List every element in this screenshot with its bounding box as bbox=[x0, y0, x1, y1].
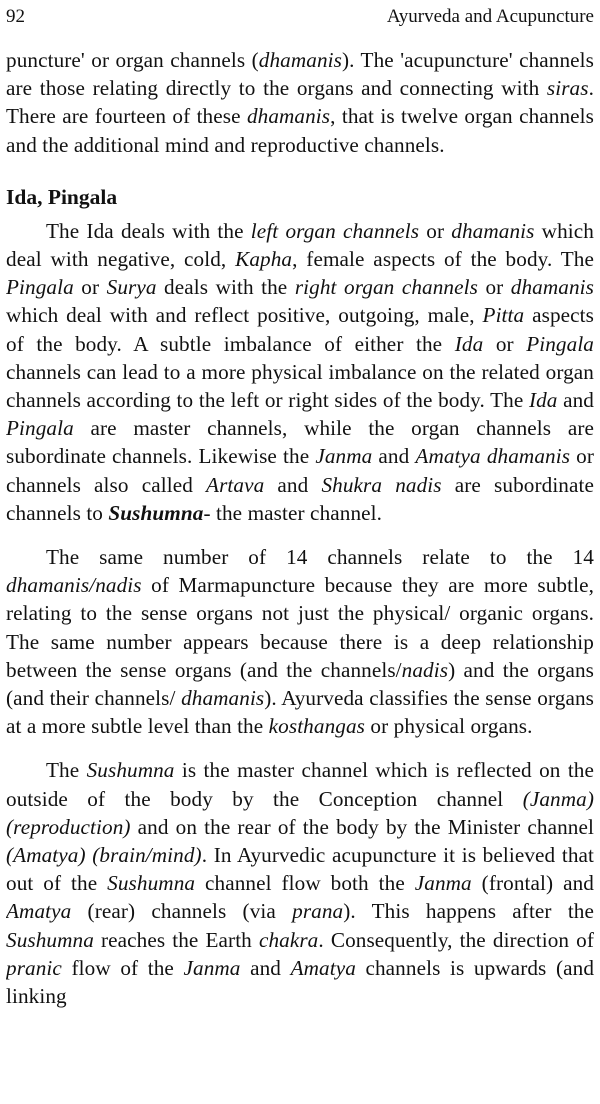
emphasis-run: right organ channels bbox=[294, 275, 478, 300]
text-run: and on the rear of the body by the Minister channel bbox=[130, 814, 594, 839]
paragraph-sushumna bbox=[6, 756, 594, 1010]
text-run: deals with the bbox=[156, 275, 295, 300]
text-run: are master channels, while the organ channels are subordinate channels. Likewise the bbox=[6, 416, 594, 469]
page-number: 92 bbox=[6, 6, 25, 27]
emphasis-run: Pitta bbox=[482, 303, 525, 328]
text-run: (rear) channels (via bbox=[71, 899, 293, 924]
text-run: . In Ayurvedic acupuncture it is believed that out of the bbox=[6, 843, 594, 896]
emphasis-run: chakra bbox=[258, 927, 319, 952]
emphasis-run: Amatya dhamanis bbox=[415, 444, 571, 469]
emphasis-run: left organ channels bbox=[250, 218, 420, 243]
emphasis-run: dhamanis bbox=[451, 218, 535, 243]
emphasis-run: Amatya bbox=[290, 955, 356, 980]
emphasis-run: kosthangas bbox=[268, 714, 365, 739]
text-run: puncture' or organ channels ( bbox=[6, 48, 259, 72]
paragraph-continued bbox=[6, 46, 594, 159]
emphasis-run: dhamanis bbox=[258, 48, 342, 72]
emphasis-run: (Amatya) (brain/mind) bbox=[6, 843, 202, 868]
text-run: are subordinate channels to bbox=[6, 472, 594, 525]
text-run: ). This happens after the bbox=[343, 899, 594, 924]
text-run: (frontal) and bbox=[471, 871, 594, 896]
emphasis-run: Janma bbox=[183, 955, 241, 980]
text-run: and bbox=[372, 444, 416, 469]
text-run: or bbox=[73, 275, 107, 300]
paragraph-fourteen-channels bbox=[6, 543, 594, 740]
text-run: ). The 'acupuncture' channels are those relating directly to the organs and connecting with bbox=[6, 48, 594, 101]
text-run: - the master channel. bbox=[203, 500, 383, 525]
text-run: which deal with and reflect positive, outgoing, male, bbox=[6, 303, 483, 328]
emphasis-run: Surya bbox=[106, 275, 157, 300]
text-run: and bbox=[557, 388, 594, 413]
text-run: The bbox=[46, 758, 87, 783]
emphasis-run: dhamanis bbox=[181, 686, 265, 711]
emphasis-run: Janma bbox=[315, 444, 373, 469]
emphasis-run: (Janma) (reproduction) bbox=[6, 786, 594, 839]
emphasis-run: Sushumna bbox=[108, 500, 204, 525]
text-run: , that is twelve organ channels and the additional mind and reproductive channels. bbox=[6, 104, 594, 157]
emphasis-run: Kapha bbox=[235, 247, 293, 272]
page-header bbox=[6, 0, 594, 34]
book-page bbox=[6, 0, 594, 1104]
emphasis-run: Sushumna bbox=[107, 871, 196, 896]
emphasis-run: Pingala bbox=[526, 331, 594, 356]
text-run: of Marmapuncture because they are more subtle, relating to the sense organs not just the physical/ organic organs. The same number appears because there is a deep relationship between the sense organs (and the channels/ bbox=[6, 573, 594, 682]
text-run: The same number of 14 channels relate to the 14 bbox=[46, 545, 594, 570]
text-run: or bbox=[419, 218, 452, 243]
emphasis-run: Janma bbox=[414, 871, 472, 896]
emphasis-run: Shukra nadis bbox=[321, 472, 442, 497]
text-run: or physical organs. bbox=[365, 714, 533, 739]
emphasis-run: prana bbox=[292, 899, 344, 924]
text-run: and bbox=[240, 955, 291, 980]
text-run: . There are fourteen of these bbox=[6, 76, 594, 129]
text-run: or bbox=[483, 331, 527, 356]
body-text bbox=[6, 46, 594, 1010]
emphasis-run: dhamanis bbox=[510, 275, 594, 300]
text-run: aspects of the body. A subtle imbalance of either the bbox=[6, 303, 594, 356]
text-run: ) and the organs (and their channels/ bbox=[6, 657, 594, 711]
text-run: channels is upwards (and linking bbox=[6, 955, 594, 1009]
text-run: flow of the bbox=[61, 955, 184, 980]
text-run: channel flow both the bbox=[195, 871, 415, 896]
text-run: ). Ayurveda classifies the sense organs at a more subtle level than the bbox=[6, 686, 594, 739]
text-run: channels can lead to a more physical imbalance on the related organ channels according to the left or right sides of the body. The bbox=[6, 359, 594, 413]
emphasis-run: Ida bbox=[454, 331, 484, 356]
emphasis-run: Pingala bbox=[6, 416, 74, 441]
text-run: reaches the Earth bbox=[93, 927, 259, 952]
emphasis-run: Amatya bbox=[6, 899, 72, 924]
emphasis-run: Sushumna bbox=[6, 927, 94, 952]
text-run: The Ida deals with the bbox=[46, 218, 251, 243]
emphasis-run: dhamanis bbox=[246, 104, 331, 129]
text-run: and bbox=[264, 472, 322, 497]
text-run: which deal with negative, cold, bbox=[6, 218, 594, 272]
text-run: , female aspects of the body. The bbox=[292, 247, 594, 272]
emphasis-run: Ida bbox=[528, 388, 558, 413]
text-run: or bbox=[477, 275, 511, 300]
emphasis-run: Pingala bbox=[6, 275, 74, 300]
paragraph-ida-pingala bbox=[6, 217, 594, 527]
emphasis-run: Artava bbox=[206, 472, 265, 497]
text-run: is the master channel which is reflected on the outside of the body by the Conception channel bbox=[6, 758, 594, 811]
emphasis-run: nadis bbox=[401, 657, 449, 682]
text-run: or channels also called bbox=[6, 444, 594, 497]
text-run: . Consequently, the direction of bbox=[318, 927, 594, 952]
section-heading: Ida, Pingala bbox=[6, 184, 118, 209]
emphasis-run: dhamanis/nadis bbox=[6, 573, 142, 598]
running-title: Ayurveda and Acupuncture bbox=[386, 6, 594, 27]
emphasis-run: pranic bbox=[6, 955, 62, 980]
emphasis-run: Sushumna bbox=[86, 758, 175, 783]
emphasis-run: siras bbox=[546, 76, 589, 101]
